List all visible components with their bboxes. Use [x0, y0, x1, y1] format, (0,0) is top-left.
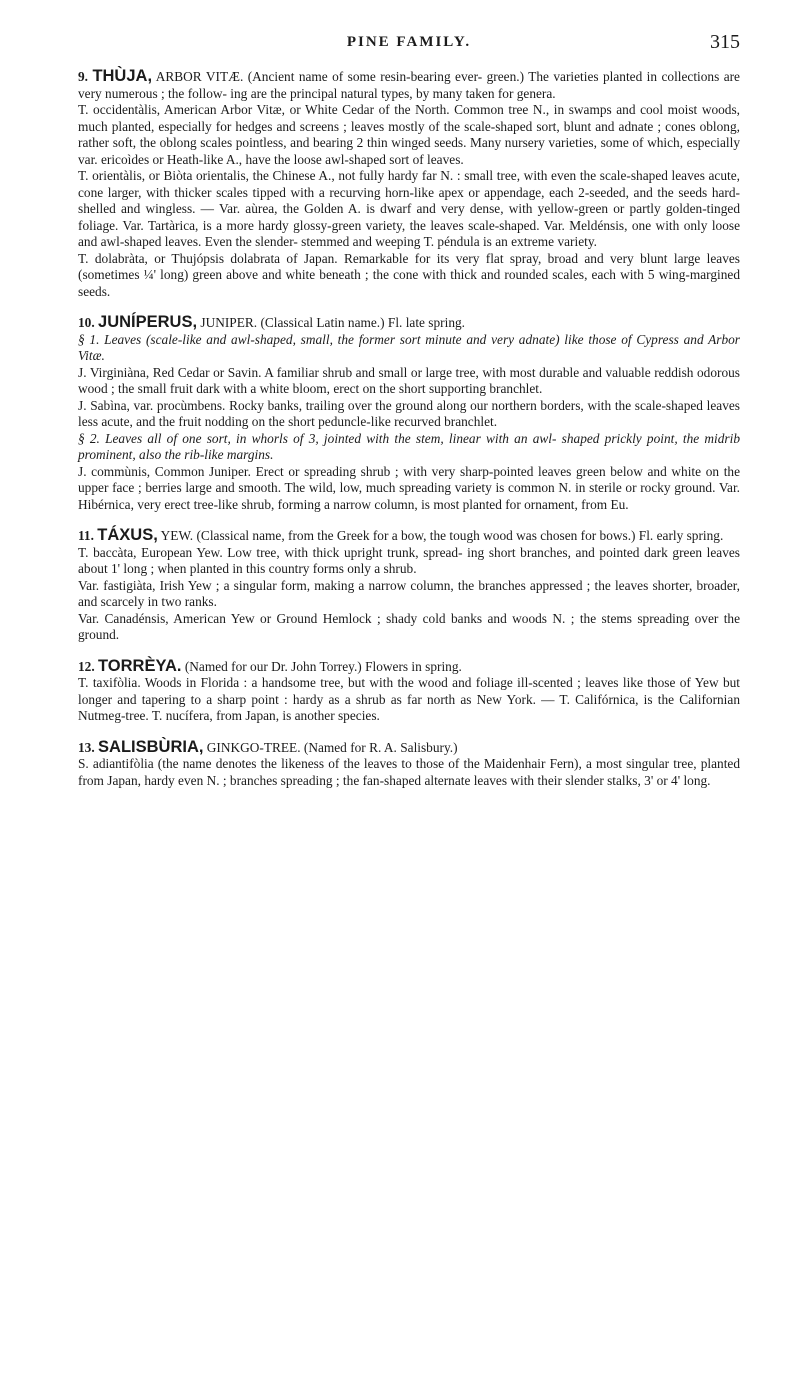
genus-heading-paragraph: [78, 527, 740, 545]
section-note: § 1. Leaves (scale-like and awl-shaped, small, the former sort minute and very adnate) like those of Cypress and Arbor Vitæ.: [78, 331, 740, 363]
genus-description: (Named for our Dr. John Torrey.) Flowers in spring.: [181, 658, 462, 674]
entry-number: 11.: [78, 528, 94, 543]
genus-entry-torreya: [78, 658, 740, 725]
species-paragraph: T. baccàta, European Yew. Low tree, with thick upright trunk, spread- ing short branches, and pointed dark green leaves about 1' long ; when planted in this country forms only a shrub.: [78, 544, 740, 576]
genus-name: TORRÈYA.: [98, 656, 182, 675]
genus-name: SALISBÙRIA,: [98, 737, 204, 756]
species-paragraph: T. orientàlis, or Biòta orientalis, the Chinese A., not fully hardy far N. : small tree, with even the scale-shaped leaves acute, cone larger, with thicker scales tipped with a recurving horn-like apex or appendage, each 2-seeded, and the seeds hard-shelled and wingless. — Var. aùrea, the Golden A. is dwarf and very dense, with yellow-green or partly golden-tinged foliage. Var. Tartàrica, is a more hardy glossy-green variety, the leaves scale-shaped. Var. Meldénsis, one with only loose and awl-shaped leaves. Even the slender- stemmed and weeping T. péndula is an extreme variety.: [78, 168, 740, 249]
genus-name: THÙJA,: [92, 67, 153, 85]
genus-heading-paragraph: [78, 314, 740, 332]
genus-heading-paragraph: [78, 68, 740, 102]
genus-entry-thuja: [78, 68, 740, 300]
running-head-title: PINE FAMILY.: [346, 34, 472, 50]
species-paragraph: T. dolabràta, or Thujópsis dolabrata of Japan. Remarkable for its very flat spray, broad and very blunt large leaves (sometimes ¼' long) green above and white beneath ; the cone with thick and rounded scales, each with 5 wing-margined seeds.: [78, 250, 740, 299]
section-note: § 2. Leaves all of one sort, in whorls of 3, jointed with the stem, linear with an awl- shaped prickly point, the midrib prominent, also the rib-like margins.: [78, 430, 740, 462]
species-paragraph: J. Sabìna, var. procùmbens. Rocky banks, trailing over the ground along our northern borders, with the scale-shaped leaves less acute, and the fruit nodding on the short peduncle-like recurved branchlet.: [78, 397, 740, 429]
genus-entry-salisburia: [78, 739, 740, 790]
species-paragraph: S. adiantifòlia (the name denotes the likeness of the leaves to those of the Maidenhair Fern), a most singular tree, planted from Japan, hardy even N. ; branches spreading ; the fan-shaped alternate leaves with their slender stalks, 3' or 4' long.: [78, 756, 740, 788]
genus-description: ARBOR VITÆ. (Ancient name of some resin-bearing ever- green.) The varieties planted in collections are very numerous ; the follow- ing are the principal natural types, by many taken for genera.: [78, 69, 740, 101]
species-paragraph: J. commùnis, Common Juniper. Erect or spreading shrub ; with very sharp-pointed leaves green below and white on the upper face ; berries large and smooth. The wild, low, much spreading variety is common N. in sterile or rocky ground. Var. Hibérnica, very erect tree-like shrub, forming a narrow column, is most planted for ornament, from Eu.: [78, 463, 740, 512]
genus-heading-paragraph: [78, 739, 740, 757]
page-body: [78, 68, 740, 789]
genus-entry-taxus: [78, 527, 740, 644]
variety-paragraph: Var. fastigiàta, Irish Yew ; a singular form, making a narrow column, the branches appressed ; the leaves shorter, broader, and scarcely in two ranks.: [78, 577, 740, 609]
entry-number: 9.: [78, 69, 89, 84]
entry-number: 12.: [78, 658, 95, 674]
genus-name: JUNÍPERUS,: [98, 313, 198, 331]
genus-description: YEW. (Classical name, from the Greek for a bow, the tough wood was chosen for bows.) Fl. early spring.: [157, 528, 724, 543]
page-number: 315: [710, 31, 740, 53]
genus-description: GINKGO-TREE. (Named for R. A. Salisbury.): [203, 739, 458, 755]
genus-entry-juniperus: [78, 314, 740, 513]
running-header: [78, 31, 740, 64]
entry-number: 10.: [78, 315, 95, 330]
species-paragraph: J. Virginiàna, Red Cedar or Savin. A familiar shrub and small or large tree, with most durable and valuable reddish odorous wood ; the small fruit dark with a white bloom, erect on the short supporting branchlet.: [78, 364, 740, 396]
species-paragraph: T. taxifòlia. Woods in Florida : a handsome tree, but with the wood and foliage ill-scented ; leaves like those of Yew but longer and tapering to a sharp point : hardy as a shrub as far north as New York. — T. Califórnica, is the Californian Nutmeg-tree. T. nucífera, from Japan, is another species.: [78, 675, 740, 723]
species-paragraph: T. occidentàlis, American Arbor Vitæ, or White Cedar of the North. Common tree N., in swamps and cool moist woods, much planted, especially for hedges and screens ; leaves mostly of the scale-shaped sort, blunt and adnate ; cones oblong, rather soft, the oblong scales pointless, and bearing 2 thin winged seeds. Many nursery varieties, some of which, especially var. ericoìdes or Heath-like A., have the loose awl-shaped sort of leaves.: [78, 102, 740, 167]
entry-number: 13.: [78, 739, 95, 755]
genus-name: TÁXUS,: [97, 526, 158, 544]
genus-heading-paragraph: [78, 658, 740, 676]
genus-description: JUNIPER. (Classical Latin name.) Fl. late spring.: [197, 315, 466, 330]
variety-paragraph: Var. Canadénsis, American Yew or Ground Hemlock ; shady cold banks and woods N. ; the stems spreading over the ground.: [78, 610, 740, 642]
